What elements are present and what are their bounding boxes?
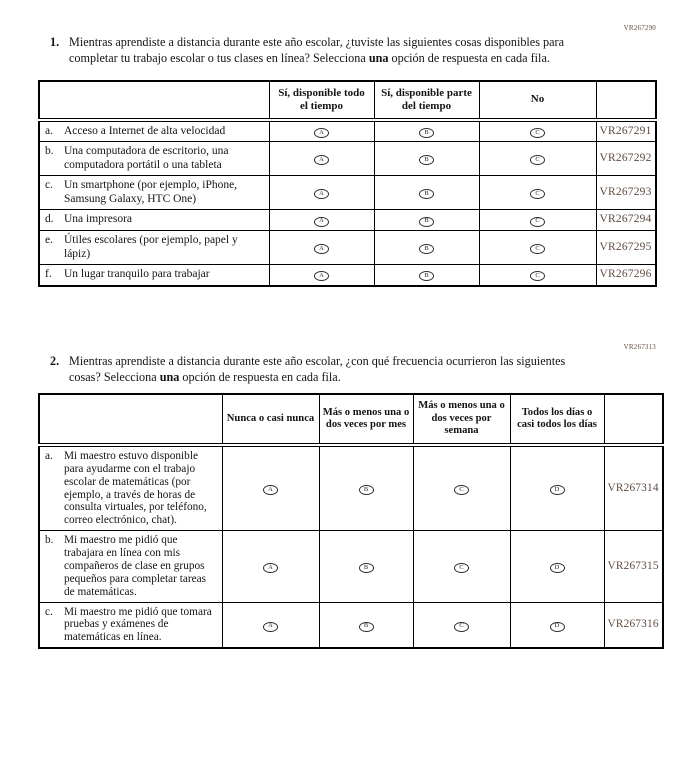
answer-cell: [479, 210, 596, 231]
question-2-text-intro: Mientras aprendiste a distancia durante este año escolar, ¿con qué frecuencia ocurrieron las siguientes cosas? Selecciona: [69, 353, 566, 384]
column-header: No: [479, 81, 596, 120]
table-row: [39, 602, 663, 648]
answer-bubble[interactable]: C: [454, 622, 469, 632]
answer-cell: [269, 142, 374, 176]
answer-cell: [374, 265, 479, 286]
question-2-text-rest: opción de respuesta en cada fila.: [179, 369, 341, 384]
answer-cell: [222, 445, 319, 531]
question-1-section: [0, 0, 680, 287]
row-code: VR267295: [596, 231, 656, 265]
answer-cell: [269, 120, 374, 142]
answer-bubble[interactable]: C: [530, 244, 545, 254]
row-text: Mi maestro me pidió que trabajara en línea con mis compañeros de clase en grupos pequeños para completar tareas de matemáticas.: [64, 534, 207, 598]
question-2-number: 2.: [50, 353, 60, 368]
answer-cell: [374, 120, 479, 142]
question-1-text-block: [50, 35, 566, 67]
column-header: Todos los días o casi todos los días: [510, 394, 604, 445]
column-header: Sí, disponible todo el tiempo: [269, 81, 374, 120]
question-2-section: [0, 344, 680, 649]
answer-bubble[interactable]: A: [314, 128, 329, 138]
row-letter: b.: [45, 534, 54, 547]
answer-cell: [510, 602, 604, 648]
row-text: Mi maestro me pidió que tomara pruebas y exámenes de matemáticas en línea.: [64, 605, 212, 644]
row-letter: c.: [45, 179, 53, 192]
question-2-text: [69, 354, 566, 386]
row-stub: [39, 210, 269, 231]
row-stub: [39, 142, 269, 176]
column-header: Más o menos una o dos veces por semana: [413, 394, 510, 445]
row-text: Un smartphone (por ejemplo, iPhone, Samsung Galaxy, HTC One): [64, 179, 238, 205]
row-text: Una computadora de escritorio, una computadora portátil o una tableta: [64, 145, 229, 171]
table-header-row: [39, 81, 656, 120]
row-letter: a.: [45, 124, 53, 137]
answer-bubble[interactable]: A: [263, 485, 278, 495]
answer-bubble[interactable]: A: [314, 189, 329, 199]
row-letter: e.: [45, 234, 53, 247]
answer-cell: [413, 445, 510, 531]
answer-bubble[interactable]: B: [419, 217, 434, 227]
answer-bubble[interactable]: A: [263, 622, 278, 632]
answer-cell: [374, 142, 479, 176]
table-row: [39, 176, 656, 210]
answer-bubble[interactable]: B: [419, 155, 434, 165]
stub-header: [39, 394, 222, 445]
answer-bubble[interactable]: B: [419, 271, 434, 281]
row-text: Acceso a Internet de alta velocidad: [64, 124, 226, 137]
row-code: VR267296: [596, 265, 656, 286]
answer-bubble[interactable]: C: [530, 155, 545, 165]
row-stub: [39, 176, 269, 210]
question-1-ref-code: VR267290: [623, 24, 656, 32]
question-2-ref-code: VR267313: [623, 342, 656, 351]
row-letter: a.: [45, 449, 53, 462]
answer-bubble[interactable]: C: [454, 563, 469, 573]
row-text: Un lugar tranquilo para trabajar: [64, 268, 210, 281]
question-1-text-bold: una: [368, 50, 389, 65]
answer-bubble[interactable]: B: [419, 189, 434, 199]
answer-cell: [319, 445, 413, 531]
answer-cell: [479, 231, 596, 265]
answer-cell: [413, 602, 510, 648]
answer-cell: [269, 265, 374, 286]
question-1-text: [69, 35, 566, 67]
table-row: [39, 210, 656, 231]
code-column-header: [596, 81, 656, 120]
table-row: [39, 445, 663, 531]
answer-bubble[interactable]: A: [263, 563, 278, 573]
question-2-text-bold: una: [159, 369, 180, 384]
table-header-row: [39, 394, 663, 445]
row-code: VR267291: [596, 120, 656, 142]
row-stub: [39, 531, 222, 602]
answer-bubble[interactable]: C: [530, 189, 545, 199]
answer-bubble[interactable]: B: [419, 128, 434, 138]
answer-cell: [479, 120, 596, 142]
answer-cell: [319, 531, 413, 602]
row-text: Mi maestro estuvo disponible para ayudarme con el trabajo escolar de matemáticas (por ejemplo, a través de horas de consulta virtuales, por teléfono, correo electrónico, chat).: [64, 449, 207, 527]
row-code: VR267316: [604, 602, 663, 648]
question-1-number: 1.: [50, 35, 60, 49]
row-stub: [39, 445, 222, 531]
row-stub: [39, 265, 269, 286]
row-stub: [39, 120, 269, 142]
row-stub: [39, 231, 269, 265]
table-row: [39, 231, 656, 265]
answer-cell: [269, 176, 374, 210]
code-column-header: [604, 394, 663, 445]
answer-cell: [413, 531, 510, 602]
row-letter: d.: [45, 213, 54, 226]
row-code: VR267294: [596, 210, 656, 231]
row-code: VR267292: [596, 142, 656, 176]
answer-bubble[interactable]: A: [314, 217, 329, 227]
answer-bubble[interactable]: A: [314, 244, 329, 254]
row-code: VR267315: [604, 531, 663, 602]
question-1-table: [38, 80, 657, 287]
answer-bubble[interactable]: B: [359, 485, 374, 495]
answer-cell: [222, 531, 319, 602]
row-letter: b.: [45, 145, 54, 158]
answer-bubble[interactable]: C: [530, 271, 545, 281]
row-code: VR267314: [604, 445, 663, 531]
answer-cell: [479, 265, 596, 286]
row-code: VR267293: [596, 176, 656, 210]
answer-bubble[interactable]: C: [530, 128, 545, 138]
row-text: Útiles escolares (por ejemplo, papel y lápiz): [64, 234, 238, 260]
table-row: [39, 120, 656, 142]
answer-cell: [374, 210, 479, 231]
answer-bubble[interactable]: C: [454, 485, 469, 495]
row-letter: c.: [45, 605, 53, 618]
answer-cell: [269, 231, 374, 265]
column-header: Más o menos una o dos veces por mes: [319, 394, 413, 445]
answer-cell: [269, 210, 374, 231]
question-2-text-block: [50, 354, 566, 386]
row-text: Una impresora: [64, 213, 133, 226]
answer-bubble[interactable]: A: [314, 155, 329, 165]
answer-cell: [479, 142, 596, 176]
answer-cell: [510, 445, 604, 531]
stub-header: [39, 81, 269, 120]
row-letter: f.: [45, 268, 52, 281]
answer-bubble[interactable]: B: [359, 622, 374, 632]
answer-bubble[interactable]: D: [550, 485, 565, 495]
answer-cell: [374, 176, 479, 210]
question-1-text-rest: opción de respuesta en cada fila.: [388, 50, 550, 65]
answer-bubble[interactable]: B: [419, 244, 434, 254]
answer-bubble[interactable]: A: [314, 271, 329, 281]
column-header: Sí, disponible parte del tiempo: [374, 81, 479, 120]
answer-cell: [510, 531, 604, 602]
question-1-text-intro: Mientras aprendiste a distancia durante este año escolar, ¿tuviste las siguientes cosas disponibles para completar tu trabajo escolar o tus clases en línea? Selecciona: [69, 35, 564, 65]
question-2-table: [38, 393, 664, 649]
table-row: [39, 265, 656, 286]
answer-cell: [319, 602, 413, 648]
column-header: Nunca o casi nunca: [222, 394, 319, 445]
answer-cell: [374, 231, 479, 265]
answer-bubble[interactable]: D: [550, 563, 565, 573]
answer-cell: [479, 176, 596, 210]
table-row: [39, 142, 656, 176]
answer-bubble[interactable]: B: [359, 563, 374, 573]
table-row: [39, 531, 663, 602]
answer-bubble[interactable]: D: [550, 622, 565, 632]
answer-bubble[interactable]: C: [530, 217, 545, 227]
answer-cell: [222, 602, 319, 648]
row-stub: [39, 602, 222, 648]
